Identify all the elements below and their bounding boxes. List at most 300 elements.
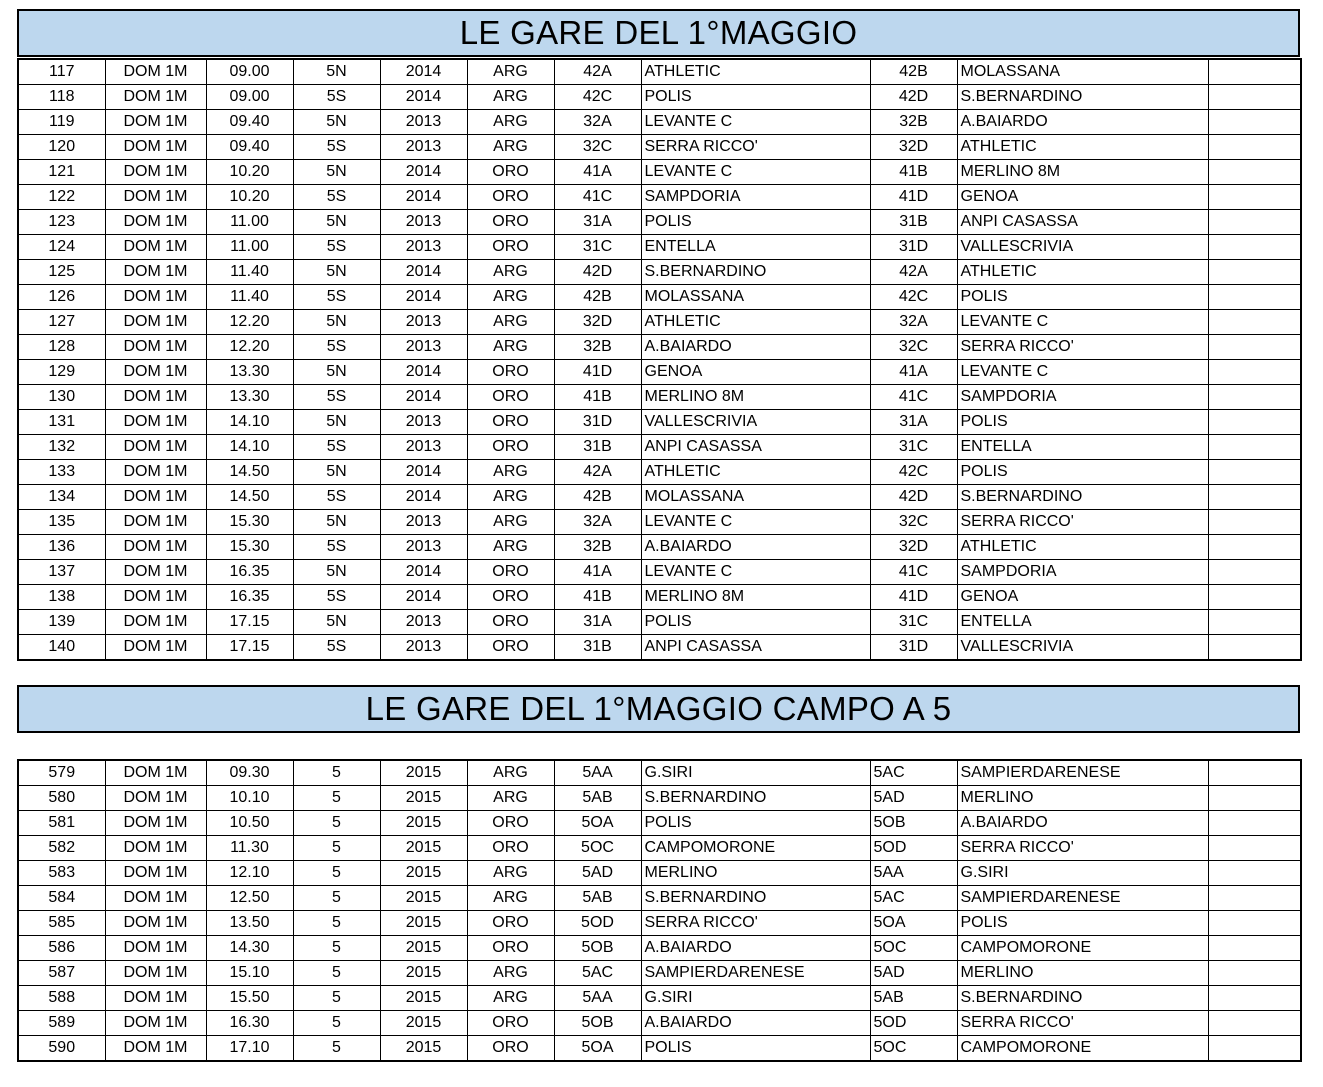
- home-code-cell: 42B: [554, 285, 641, 310]
- match-number-cell: 120: [18, 135, 105, 160]
- home-code-cell: 31A: [554, 210, 641, 235]
- result-cell: [1208, 285, 1301, 310]
- match-number-cell: 580: [18, 786, 105, 811]
- match-number-cell: 123: [18, 210, 105, 235]
- table-row: [18, 235, 1301, 260]
- home-team-cell: A.BAIARDO: [641, 335, 870, 360]
- birth-year-cell: 2015: [380, 936, 467, 961]
- time-cell: 13.30: [206, 385, 293, 410]
- day-cell: DOM 1M: [105, 961, 206, 986]
- time-cell: 10.20: [206, 160, 293, 185]
- result-cell: [1208, 760, 1301, 786]
- away-code-cell: 32A: [870, 310, 957, 335]
- category-cell: 5S: [293, 485, 380, 510]
- result-cell: [1208, 260, 1301, 285]
- away-code-cell: 5AB: [870, 986, 957, 1011]
- category-cell: 5: [293, 1011, 380, 1036]
- result-cell: [1208, 585, 1301, 610]
- time-cell: 11.00: [206, 210, 293, 235]
- day-cell: DOM 1M: [105, 160, 206, 185]
- group-level-cell: ARG: [467, 110, 554, 135]
- group-level-cell: ARG: [467, 285, 554, 310]
- result-cell: [1208, 786, 1301, 811]
- table-row: [18, 260, 1301, 285]
- home-team-cell: MOLASSANA: [641, 485, 870, 510]
- day-cell: DOM 1M: [105, 135, 206, 160]
- away-code-cell: 41D: [870, 185, 957, 210]
- home-team-cell: SAMPIERDARENESE: [641, 961, 870, 986]
- match-number-cell: 127: [18, 310, 105, 335]
- away-code-cell: 5AC: [870, 886, 957, 911]
- away-code-cell: 5OD: [870, 836, 957, 861]
- birth-year-cell: 2014: [380, 385, 467, 410]
- birth-year-cell: 2015: [380, 861, 467, 886]
- away-team-cell: ENTELLA: [957, 610, 1208, 635]
- category-cell: 5: [293, 1036, 380, 1062]
- birth-year-cell: 2014: [380, 285, 467, 310]
- home-team-cell: LEVANTE C: [641, 110, 870, 135]
- result-cell: [1208, 485, 1301, 510]
- time-cell: 12.20: [206, 335, 293, 360]
- birth-year-cell: 2013: [380, 135, 467, 160]
- away-team-cell: SAMPDORIA: [957, 560, 1208, 585]
- category-cell: 5N: [293, 360, 380, 385]
- away-team-cell: CAMPOMORONE: [957, 1036, 1208, 1062]
- time-cell: 12.10: [206, 861, 293, 886]
- group-level-cell: ARG: [467, 485, 554, 510]
- category-cell: 5N: [293, 59, 380, 85]
- birth-year-cell: 2015: [380, 961, 467, 986]
- group-level-cell: ARG: [467, 886, 554, 911]
- home-code-cell: 32B: [554, 335, 641, 360]
- away-team-cell: GENOA: [957, 185, 1208, 210]
- match-number-cell: 586: [18, 936, 105, 961]
- away-team-cell: SAMPIERDARENESE: [957, 760, 1208, 786]
- time-cell: 12.20: [206, 310, 293, 335]
- birth-year-cell: 2014: [380, 185, 467, 210]
- match-number-cell: 588: [18, 986, 105, 1011]
- home-code-cell: 41A: [554, 560, 641, 585]
- day-cell: DOM 1M: [105, 635, 206, 661]
- match-number-cell: 124: [18, 235, 105, 260]
- home-code-cell: 31A: [554, 610, 641, 635]
- group-level-cell: ORO: [467, 360, 554, 385]
- category-cell: 5N: [293, 210, 380, 235]
- result-cell: [1208, 836, 1301, 861]
- home-code-cell: 31D: [554, 410, 641, 435]
- match-number-cell: 582: [18, 836, 105, 861]
- day-cell: DOM 1M: [105, 911, 206, 936]
- time-cell: 14.30: [206, 936, 293, 961]
- away-team-cell: S.BERNARDINO: [957, 85, 1208, 110]
- table-row: [18, 936, 1301, 961]
- away-code-cell: 32C: [870, 510, 957, 535]
- table-row: [18, 310, 1301, 335]
- result-cell: [1208, 510, 1301, 535]
- match-number-cell: 132: [18, 435, 105, 460]
- away-code-cell: 41D: [870, 585, 957, 610]
- home-code-cell: 5AA: [554, 760, 641, 786]
- home-team-cell: A.BAIARDO: [641, 936, 870, 961]
- home-team-cell: G.SIRI: [641, 986, 870, 1011]
- day-cell: DOM 1M: [105, 1036, 206, 1062]
- away-code-cell: 42D: [870, 485, 957, 510]
- category-cell: 5N: [293, 510, 380, 535]
- day-cell: DOM 1M: [105, 385, 206, 410]
- table-row: [18, 160, 1301, 185]
- away-team-cell: G.SIRI: [957, 861, 1208, 886]
- day-cell: DOM 1M: [105, 210, 206, 235]
- match-number-cell: 584: [18, 886, 105, 911]
- away-code-cell: 5OD: [870, 1011, 957, 1036]
- table-row: [18, 385, 1301, 410]
- result-cell: [1208, 310, 1301, 335]
- result-cell: [1208, 385, 1301, 410]
- away-team-cell: ATHLETIC: [957, 260, 1208, 285]
- birth-year-cell: 2015: [380, 911, 467, 936]
- match-number-cell: 138: [18, 585, 105, 610]
- birth-year-cell: 2015: [380, 811, 467, 836]
- away-code-cell: 5OC: [870, 1036, 957, 1062]
- category-cell: 5S: [293, 85, 380, 110]
- home-code-cell: 41B: [554, 385, 641, 410]
- group-level-cell: ORO: [467, 585, 554, 610]
- day-cell: DOM 1M: [105, 485, 206, 510]
- away-team-cell: POLIS: [957, 460, 1208, 485]
- day-cell: DOM 1M: [105, 260, 206, 285]
- birth-year-cell: 2015: [380, 1036, 467, 1062]
- away-team-cell: SERRA RICCO': [957, 510, 1208, 535]
- away-code-cell: 41C: [870, 385, 957, 410]
- time-cell: 14.50: [206, 460, 293, 485]
- match-number-cell: 137: [18, 560, 105, 585]
- away-code-cell: 41C: [870, 560, 957, 585]
- result-cell: [1208, 110, 1301, 135]
- category-cell: 5S: [293, 535, 380, 560]
- time-cell: 17.10: [206, 1036, 293, 1062]
- away-code-cell: 32D: [870, 535, 957, 560]
- birth-year-cell: 2013: [380, 335, 467, 360]
- match-number-cell: 140: [18, 635, 105, 661]
- birth-year-cell: 2013: [380, 210, 467, 235]
- table-row: [18, 110, 1301, 135]
- time-cell: 11.30: [206, 836, 293, 861]
- home-code-cell: 42D: [554, 260, 641, 285]
- group-level-cell: ARG: [467, 535, 554, 560]
- time-cell: 16.35: [206, 585, 293, 610]
- result-cell: [1208, 1036, 1301, 1062]
- day-cell: DOM 1M: [105, 110, 206, 135]
- table-row: [18, 961, 1301, 986]
- match-number-cell: 587: [18, 961, 105, 986]
- group-level-cell: ORO: [467, 210, 554, 235]
- home-code-cell: 5OB: [554, 936, 641, 961]
- result-cell: [1208, 886, 1301, 911]
- result-cell: [1208, 861, 1301, 886]
- category-cell: 5: [293, 961, 380, 986]
- category-cell: 5S: [293, 335, 380, 360]
- result-cell: [1208, 610, 1301, 635]
- home-code-cell: 5AB: [554, 786, 641, 811]
- group-level-cell: ARG: [467, 335, 554, 360]
- time-cell: 11.40: [206, 285, 293, 310]
- away-team-cell: SERRA RICCO': [957, 1011, 1208, 1036]
- match-number-cell: 129: [18, 360, 105, 385]
- away-team-cell: ATHLETIC: [957, 535, 1208, 560]
- away-team-cell: A.BAIARDO: [957, 110, 1208, 135]
- away-team-cell: SAMPDORIA: [957, 385, 1208, 410]
- category-cell: 5S: [293, 585, 380, 610]
- time-cell: 10.10: [206, 786, 293, 811]
- birth-year-cell: 2014: [380, 560, 467, 585]
- birth-year-cell: 2014: [380, 85, 467, 110]
- home-team-cell: POLIS: [641, 1036, 870, 1062]
- time-cell: 10.20: [206, 185, 293, 210]
- time-cell: 10.50: [206, 811, 293, 836]
- away-team-cell: SAMPIERDARENESE: [957, 886, 1208, 911]
- home-team-cell: POLIS: [641, 811, 870, 836]
- group-level-cell: ARG: [467, 861, 554, 886]
- home-team-cell: A.BAIARDO: [641, 535, 870, 560]
- category-cell: 5S: [293, 635, 380, 661]
- section1-title: LE GARE DEL 1°MAGGIO: [17, 9, 1300, 57]
- table-row: [18, 811, 1301, 836]
- category-cell: 5N: [293, 160, 380, 185]
- time-cell: 14.10: [206, 410, 293, 435]
- day-cell: DOM 1M: [105, 460, 206, 485]
- away-team-cell: SERRA RICCO': [957, 836, 1208, 861]
- group-level-cell: ORO: [467, 836, 554, 861]
- table-row: [18, 210, 1301, 235]
- birth-year-cell: 2013: [380, 410, 467, 435]
- result-cell: [1208, 210, 1301, 235]
- result-cell: [1208, 635, 1301, 661]
- time-cell: 14.50: [206, 485, 293, 510]
- day-cell: DOM 1M: [105, 185, 206, 210]
- home-team-cell: ANPI CASASSA: [641, 635, 870, 661]
- result-cell: [1208, 811, 1301, 836]
- match-number-cell: 122: [18, 185, 105, 210]
- day-cell: DOM 1M: [105, 335, 206, 360]
- home-code-cell: 5AB: [554, 886, 641, 911]
- away-team-cell: A.BAIARDO: [957, 811, 1208, 836]
- result-cell: [1208, 235, 1301, 260]
- group-level-cell: ORO: [467, 435, 554, 460]
- home-code-cell: 42B: [554, 485, 641, 510]
- home-team-cell: MERLINO 8M: [641, 385, 870, 410]
- match-number-cell: 135: [18, 510, 105, 535]
- home-team-cell: POLIS: [641, 210, 870, 235]
- table-row: [18, 836, 1301, 861]
- table-row: [18, 786, 1301, 811]
- home-code-cell: 32A: [554, 110, 641, 135]
- category-cell: 5S: [293, 185, 380, 210]
- home-team-cell: LEVANTE C: [641, 510, 870, 535]
- away-code-cell: 31C: [870, 435, 957, 460]
- day-cell: DOM 1M: [105, 811, 206, 836]
- table-row: [18, 1036, 1301, 1062]
- away-team-cell: S.BERNARDINO: [957, 485, 1208, 510]
- home-team-cell: POLIS: [641, 85, 870, 110]
- birth-year-cell: 2014: [380, 485, 467, 510]
- home-team-cell: LEVANTE C: [641, 560, 870, 585]
- group-level-cell: ORO: [467, 936, 554, 961]
- category-cell: 5S: [293, 285, 380, 310]
- match-number-cell: 585: [18, 911, 105, 936]
- birth-year-cell: 2013: [380, 435, 467, 460]
- home-team-cell: SAMPDORIA: [641, 185, 870, 210]
- home-team-cell: SERRA RICCO': [641, 911, 870, 936]
- category-cell: 5S: [293, 435, 380, 460]
- home-team-cell: A.BAIARDO: [641, 1011, 870, 1036]
- home-code-cell: 42A: [554, 460, 641, 485]
- time-cell: 09.00: [206, 59, 293, 85]
- time-cell: 09.00: [206, 85, 293, 110]
- home-code-cell: 32C: [554, 135, 641, 160]
- away-team-cell: POLIS: [957, 410, 1208, 435]
- table-row: [18, 510, 1301, 535]
- birth-year-cell: 2013: [380, 510, 467, 535]
- match-number-cell: 589: [18, 1011, 105, 1036]
- group-level-cell: ORO: [467, 1011, 554, 1036]
- birth-year-cell: 2013: [380, 610, 467, 635]
- day-cell: DOM 1M: [105, 85, 206, 110]
- table-row: [18, 986, 1301, 1011]
- category-cell: 5N: [293, 460, 380, 485]
- category-cell: 5: [293, 836, 380, 861]
- home-code-cell: 31B: [554, 635, 641, 661]
- group-level-cell: ORO: [467, 1036, 554, 1062]
- table-row: [18, 1011, 1301, 1036]
- time-cell: 16.35: [206, 560, 293, 585]
- home-team-cell: S.BERNARDINO: [641, 886, 870, 911]
- time-cell: 17.15: [206, 635, 293, 661]
- home-code-cell: 42A: [554, 59, 641, 85]
- home-team-cell: CAMPOMORONE: [641, 836, 870, 861]
- away-team-cell: SERRA RICCO': [957, 335, 1208, 360]
- home-team-cell: S.BERNARDINO: [641, 786, 870, 811]
- category-cell: 5N: [293, 560, 380, 585]
- away-code-cell: 31D: [870, 635, 957, 661]
- birth-year-cell: 2015: [380, 886, 467, 911]
- time-cell: 15.30: [206, 535, 293, 560]
- away-code-cell: 5AC: [870, 760, 957, 786]
- group-level-cell: ARG: [467, 460, 554, 485]
- group-level-cell: ARG: [467, 135, 554, 160]
- match-number-cell: 590: [18, 1036, 105, 1062]
- away-team-cell: GENOA: [957, 585, 1208, 610]
- result-cell: [1208, 160, 1301, 185]
- category-cell: 5N: [293, 260, 380, 285]
- group-level-cell: ARG: [467, 85, 554, 110]
- day-cell: DOM 1M: [105, 310, 206, 335]
- home-team-cell: MERLINO 8M: [641, 585, 870, 610]
- day-cell: DOM 1M: [105, 986, 206, 1011]
- away-team-cell: POLIS: [957, 285, 1208, 310]
- category-cell: 5: [293, 811, 380, 836]
- birth-year-cell: 2013: [380, 310, 467, 335]
- away-team-cell: LEVANTE C: [957, 360, 1208, 385]
- away-code-cell: 5OC: [870, 936, 957, 961]
- result-cell: [1208, 435, 1301, 460]
- result-cell: [1208, 936, 1301, 961]
- result-cell: [1208, 185, 1301, 210]
- away-code-cell: 5AD: [870, 786, 957, 811]
- day-cell: DOM 1M: [105, 585, 206, 610]
- away-team-cell: POLIS: [957, 911, 1208, 936]
- result-cell: [1208, 335, 1301, 360]
- table-row: [18, 535, 1301, 560]
- category-cell: 5: [293, 886, 380, 911]
- birth-year-cell: 2015: [380, 986, 467, 1011]
- birth-year-cell: 2014: [380, 260, 467, 285]
- group-level-cell: ORO: [467, 235, 554, 260]
- day-cell: DOM 1M: [105, 760, 206, 786]
- home-code-cell: 42C: [554, 85, 641, 110]
- birth-year-cell: 2014: [380, 460, 467, 485]
- day-cell: DOM 1M: [105, 560, 206, 585]
- away-code-cell: 42D: [870, 85, 957, 110]
- table-row: [18, 435, 1301, 460]
- table-row: [18, 360, 1301, 385]
- match-number-cell: 134: [18, 485, 105, 510]
- category-cell: 5S: [293, 235, 380, 260]
- birth-year-cell: 2015: [380, 836, 467, 861]
- day-cell: DOM 1M: [105, 535, 206, 560]
- category-cell: 5N: [293, 110, 380, 135]
- result-cell: [1208, 560, 1301, 585]
- away-code-cell: 31A: [870, 410, 957, 435]
- group-level-cell: ORO: [467, 185, 554, 210]
- away-code-cell: 42B: [870, 59, 957, 85]
- group-level-cell: ARG: [467, 760, 554, 786]
- birth-year-cell: 2014: [380, 160, 467, 185]
- table-row: [18, 886, 1301, 911]
- match-number-cell: 128: [18, 335, 105, 360]
- group-level-cell: ORO: [467, 610, 554, 635]
- home-team-cell: G.SIRI: [641, 760, 870, 786]
- group-level-cell: ARG: [467, 260, 554, 285]
- table-row: [18, 560, 1301, 585]
- home-team-cell: VALLESCRIVIA: [641, 410, 870, 435]
- match-number-cell: 121: [18, 160, 105, 185]
- home-team-cell: POLIS: [641, 610, 870, 635]
- day-cell: DOM 1M: [105, 59, 206, 85]
- time-cell: 11.40: [206, 260, 293, 285]
- time-cell: 09.40: [206, 135, 293, 160]
- home-team-cell: LEVANTE C: [641, 160, 870, 185]
- group-level-cell: ORO: [467, 560, 554, 585]
- home-team-cell: ATHLETIC: [641, 310, 870, 335]
- group-level-cell: ARG: [467, 986, 554, 1011]
- home-code-cell: 5OA: [554, 811, 641, 836]
- matches-table-campo-a-5: [17, 759, 1302, 1062]
- group-level-cell: ARG: [467, 786, 554, 811]
- away-team-cell: VALLESCRIVIA: [957, 235, 1208, 260]
- home-code-cell: 5OC: [554, 836, 641, 861]
- day-cell: DOM 1M: [105, 836, 206, 861]
- home-code-cell: 41B: [554, 585, 641, 610]
- time-cell: 09.40: [206, 110, 293, 135]
- match-number-cell: 125: [18, 260, 105, 285]
- result-cell: [1208, 986, 1301, 1011]
- table-row: [18, 610, 1301, 635]
- category-cell: 5N: [293, 410, 380, 435]
- group-level-cell: ORO: [467, 911, 554, 936]
- away-team-cell: CAMPOMORONE: [957, 936, 1208, 961]
- table-row: [18, 760, 1301, 786]
- group-level-cell: ARG: [467, 59, 554, 85]
